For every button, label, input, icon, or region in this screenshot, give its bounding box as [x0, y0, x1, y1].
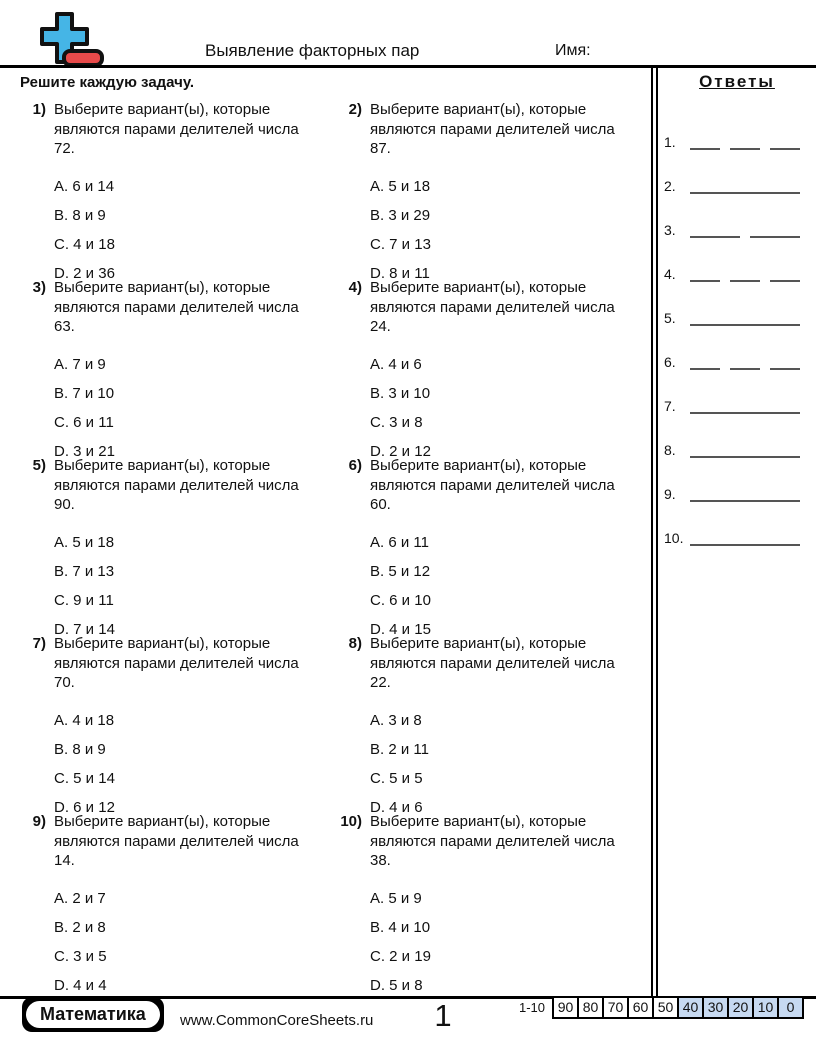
- answer-option: C. 5 и 14: [54, 769, 115, 787]
- problem: [20, 634, 336, 816]
- score-range-label: 1-10: [518, 1000, 545, 1015]
- problem-body: [54, 634, 299, 816]
- answers-column: [658, 72, 816, 546]
- problem-text-line: Выберите вариант(ы), которые: [370, 457, 587, 474]
- problem-number: 5): [32, 457, 46, 474]
- page-title: Выявление факторных пар: [205, 41, 420, 60]
- score-cell: 50: [652, 996, 679, 1019]
- problem-options: [54, 350, 299, 466]
- header-divider-line: [0, 65, 816, 68]
- problem-text-line: являются парами делителей числа: [370, 298, 615, 316]
- answer-option: A. 4 и 6: [370, 355, 422, 373]
- problem: [336, 100, 652, 282]
- answer-row-number: 8.: [664, 442, 676, 458]
- answer-blank-line[interactable]: [730, 138, 760, 150]
- answer-blank-line[interactable]: [690, 226, 740, 238]
- score-cell: 40: [677, 996, 704, 1019]
- problem-number: 6): [348, 457, 362, 474]
- problem-body: [370, 278, 615, 460]
- answer-option: A. 4 и 18: [54, 711, 115, 729]
- score-cell: 20: [727, 996, 754, 1019]
- problem-text: [54, 278, 299, 337]
- answer-option: B. 5 и 12: [370, 562, 431, 580]
- problem: [20, 456, 336, 638]
- answer-blanks: [690, 182, 800, 194]
- answer-option: B. 8 и 9: [54, 740, 106, 758]
- answers-title: Ответы: [699, 72, 775, 91]
- answer-blank-line[interactable]: [770, 138, 800, 150]
- answer-option: C. 3 и 5: [54, 947, 107, 965]
- problem-text-line: 14.: [54, 852, 75, 869]
- problem-body: [54, 456, 299, 638]
- problem-text: [54, 456, 299, 515]
- answer-row-number: 5.: [664, 310, 676, 326]
- answer-option: C. 3 и 8: [370, 413, 423, 431]
- answer-option: B. 7 и 13: [54, 562, 115, 580]
- answer-blanks: [690, 226, 800, 238]
- problem-number: 2): [348, 101, 362, 118]
- answer-blank-line[interactable]: [730, 358, 760, 370]
- score-cell: 90: [552, 996, 579, 1019]
- problem-body: [54, 278, 299, 460]
- problem: [336, 634, 652, 816]
- problem-text-line: 72.: [54, 140, 75, 157]
- answer-blanks: [690, 534, 800, 546]
- problem-text-line: являются парами делителей числа: [370, 832, 615, 850]
- answer-blank-line[interactable]: [770, 358, 800, 370]
- problem-options: [54, 172, 299, 288]
- problem-text-line: являются парами делителей числа: [54, 654, 299, 672]
- answer-option: B. 4 и 10: [370, 918, 431, 936]
- answer-row: [664, 174, 816, 194]
- answer-row: [664, 130, 816, 150]
- answer-option: D. 3 и 21: [54, 442, 115, 460]
- problem-number: 3): [32, 279, 46, 296]
- answer-option: A. 5 и 9: [370, 889, 422, 907]
- website-text: www.CommonCoreSheets.ru: [180, 1012, 374, 1029]
- answer-row-number: 7.: [664, 398, 676, 414]
- problem-text: [370, 634, 615, 693]
- problem-options: [54, 528, 299, 644]
- problem-options: [54, 706, 299, 822]
- answer-row-number: 3.: [664, 222, 676, 238]
- problem-text: [370, 812, 615, 871]
- answer-blank-line[interactable]: [690, 314, 800, 326]
- score-cell: 70: [602, 996, 629, 1019]
- problem-number: 10): [340, 813, 362, 830]
- answer-blank-line[interactable]: [690, 138, 720, 150]
- problem-body: [370, 456, 615, 638]
- problem: [336, 812, 652, 994]
- answer-row-number: 9.: [664, 486, 676, 502]
- problem-body: [370, 812, 615, 994]
- answer-row: [664, 394, 816, 414]
- problem-body: [54, 812, 299, 994]
- problem-body: [370, 100, 615, 282]
- problem-text-line: являются парами делителей числа: [54, 120, 299, 138]
- problem-text-line: Выберите вариант(ы), которые: [370, 101, 587, 118]
- problem-text-line: Выберите вариант(ы), которые: [54, 101, 271, 118]
- answer-blank-line[interactable]: [690, 534, 800, 546]
- problem-body: [370, 634, 615, 816]
- score-cells: [552, 996, 804, 1019]
- answer-blank-line[interactable]: [690, 358, 720, 370]
- answer-option: D. 4 и 15: [370, 620, 431, 638]
- score-cell: 0: [777, 996, 804, 1019]
- instructions-text: Решите каждую задачу.: [20, 74, 195, 91]
- answer-option: B. 3 и 10: [370, 384, 431, 402]
- answer-row: [664, 438, 816, 458]
- answer-option: D. 2 и 36: [54, 264, 115, 282]
- problem: [20, 100, 336, 282]
- answer-blank-line[interactable]: [690, 490, 800, 502]
- answer-row: [664, 482, 816, 502]
- name-label: Имя:: [555, 42, 591, 59]
- answer-option: C. 9 и 11: [54, 591, 114, 609]
- answer-option: C. 6 и 10: [370, 591, 431, 609]
- answer-option: B. 3 и 29: [370, 206, 431, 224]
- problem-text-line: Выберите вариант(ы), которые: [54, 635, 271, 652]
- answer-option: D. 8 и 11: [370, 264, 430, 282]
- answer-row-number: 2.: [664, 178, 676, 194]
- problem-options: [370, 350, 615, 466]
- answer-option: C. 4 и 18: [54, 235, 115, 253]
- vertical-double-divider: [651, 65, 658, 997]
- answer-row-number: 6.: [664, 354, 676, 370]
- problem-text: [54, 634, 299, 693]
- problem-text-line: являются парами делителей числа: [370, 120, 615, 138]
- score-cell: 60: [627, 996, 654, 1019]
- problems-grid: [20, 100, 652, 994]
- score-cell: 10: [752, 996, 779, 1019]
- answer-option: B. 7 и 10: [54, 384, 115, 402]
- answer-option: B. 8 и 9: [54, 206, 106, 224]
- score-table: [519, 996, 804, 1019]
- problem-number: 4): [348, 279, 362, 296]
- answer-option: B. 2 и 11: [370, 740, 429, 758]
- problem-options: [370, 172, 615, 288]
- answer-row: [664, 350, 816, 370]
- problem-number: 1): [32, 101, 46, 118]
- answer-option: C. 2 и 19: [370, 947, 431, 965]
- problem-text: [370, 100, 615, 159]
- problem-text: [54, 100, 299, 159]
- answer-row: [664, 262, 816, 282]
- problem-options: [370, 884, 615, 1000]
- problem-text-line: 90.: [54, 496, 75, 513]
- subject-badge: [22, 997, 164, 1032]
- answer-option: C. 6 и 11: [54, 413, 114, 431]
- problem-options: [370, 528, 615, 644]
- answer-option: D. 4 и 6: [370, 798, 423, 816]
- problem-number: 7): [32, 635, 46, 652]
- score-cell: 30: [702, 996, 729, 1019]
- plus-minus-math-icon: [26, 10, 106, 70]
- problem-number: 8): [348, 635, 362, 652]
- page-number: 1: [434, 998, 452, 1033]
- subject-badge-label: Математика: [26, 1001, 160, 1028]
- answer-option: C. 7 и 13: [370, 235, 431, 253]
- problem: [20, 278, 336, 460]
- problem-options: [54, 884, 299, 1000]
- answers-list: [658, 130, 816, 546]
- problem-text-line: Выберите вариант(ы), которые: [370, 279, 587, 296]
- problem-text-line: 63.: [54, 318, 75, 335]
- answer-blanks: [690, 490, 800, 502]
- problem-text-line: являются парами делителей числа: [370, 476, 615, 494]
- answer-blank-line[interactable]: [690, 402, 800, 414]
- answer-option: A. 2 и 7: [54, 889, 106, 907]
- answer-blank-line[interactable]: [730, 270, 760, 282]
- problem-text-line: являются парами делителей числа: [54, 476, 299, 494]
- problem-options: [370, 706, 615, 822]
- problem-text-line: являются парами делителей числа: [370, 654, 615, 672]
- problem-text: [370, 456, 615, 515]
- problem-text-line: Выберите вариант(ы), которые: [370, 635, 587, 652]
- answer-option: B. 2 и 8: [54, 918, 106, 936]
- answer-option: D. 4 и 4: [54, 976, 107, 994]
- answer-row-number: 10.: [664, 530, 684, 546]
- answer-blanks: [690, 138, 800, 150]
- problem-text: [54, 812, 299, 871]
- answer-blanks: [690, 270, 800, 282]
- answer-blanks: [690, 402, 800, 414]
- answer-row-number: 1.: [664, 134, 676, 150]
- answer-option: C. 5 и 5: [370, 769, 423, 787]
- problem-text-line: 87.: [370, 140, 391, 157]
- answer-blanks: [690, 314, 800, 326]
- answer-option: A. 3 и 8: [370, 711, 422, 729]
- score-cell: 80: [577, 996, 604, 1019]
- problem: [336, 456, 652, 638]
- problem-text: [370, 278, 615, 337]
- answer-row: [664, 306, 816, 326]
- answer-option: D. 5 и 8: [370, 976, 423, 994]
- problem-text-line: Выберите вариант(ы), которые: [54, 813, 271, 830]
- answer-row-number: 4.: [664, 266, 676, 282]
- answer-blank-line[interactable]: [690, 182, 800, 194]
- problem: [336, 278, 652, 460]
- answer-option: D. 6 и 12: [54, 798, 115, 816]
- answer-blank-line[interactable]: [690, 270, 720, 282]
- answer-blanks: [690, 446, 800, 458]
- problem-text-line: Выберите вариант(ы), которые: [54, 457, 271, 474]
- problem-body: [54, 100, 299, 282]
- answer-option: D. 2 и 12: [370, 442, 431, 460]
- problem-text-line: 38.: [370, 852, 391, 869]
- logo-minus-shape: [64, 51, 102, 65]
- answer-row: [664, 218, 816, 238]
- problem-text-line: Выберите вариант(ы), которые: [370, 813, 587, 830]
- problem-text-line: являются парами делителей числа: [54, 832, 299, 850]
- answer-blank-line[interactable]: [750, 226, 800, 238]
- answer-row: [664, 526, 816, 546]
- answer-option: A. 6 и 11: [370, 533, 429, 551]
- answer-option: D. 7 и 14: [54, 620, 115, 638]
- problem: [20, 812, 336, 994]
- problem-text-line: 60.: [370, 496, 391, 513]
- answer-option: A. 5 и 18: [54, 533, 115, 551]
- problem-text-line: являются парами делителей числа: [54, 298, 299, 316]
- answer-blank-line[interactable]: [690, 446, 800, 458]
- answer-option: A. 5 и 18: [370, 177, 431, 195]
- answer-blank-line[interactable]: [770, 270, 800, 282]
- answer-option: A. 6 и 14: [54, 177, 115, 195]
- answer-blanks: [690, 358, 800, 370]
- problem-text-line: 24.: [370, 318, 391, 335]
- problem-text-line: 22.: [370, 674, 391, 691]
- problem-number: 9): [32, 813, 46, 830]
- problem-text-line: 70.: [54, 674, 75, 691]
- problem-text-line: Выберите вариант(ы), которые: [54, 279, 271, 296]
- answer-option: A. 7 и 9: [54, 355, 106, 373]
